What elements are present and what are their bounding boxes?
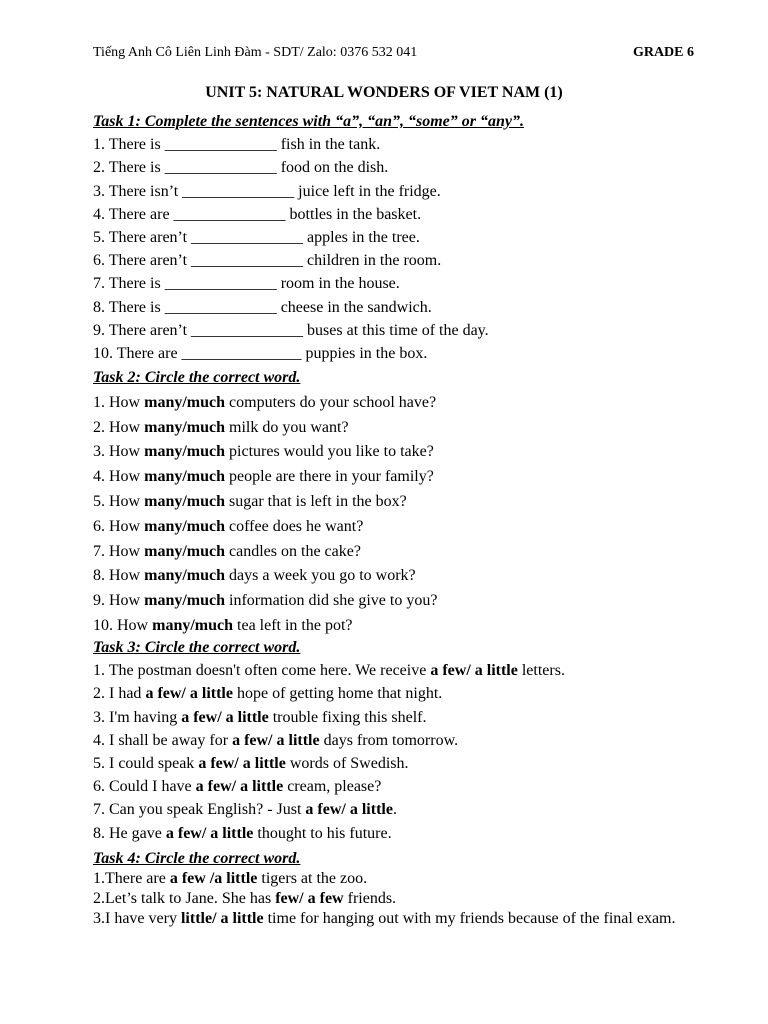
item-text: tigers at the zoo. [257, 870, 368, 887]
task-title: Task 3: Circle the correct word. [93, 639, 301, 656]
answer-choice[interactable]: a few/ a little [165, 824, 254, 842]
answer-choice[interactable]: a few/ a little [145, 685, 233, 703]
item-text: thought to his future. [253, 824, 392, 842]
header-teacher-contact: Tiếng Anh Cô Liên Linh Đàm - SDT/ Zalo: 0376 532 041 [93, 45, 418, 60]
item-text: 2. I had [93, 685, 146, 703]
item-text: coffee does he want? [225, 517, 364, 535]
answer-choice[interactable]: many/much [144, 468, 226, 486]
exercise-item [93, 682, 694, 705]
answer-choice[interactable]: a few/ a little [181, 708, 269, 726]
exercise-item [93, 822, 694, 845]
item-text: 5. How [93, 492, 145, 510]
item-text: 6. How [93, 517, 145, 535]
answer-choice[interactable]: many/much [144, 492, 226, 510]
exercise-item [93, 909, 694, 929]
answer-choice[interactable]: many/much [144, 542, 226, 560]
exercise-item [93, 272, 694, 295]
item-text: tea left in the pot? [233, 616, 353, 634]
exercise-item [93, 296, 694, 319]
answer-choice[interactable]: many/much [144, 443, 226, 461]
answer-choice[interactable]: many/much [144, 517, 226, 535]
answer-choice[interactable]: few/ a few [275, 890, 344, 907]
answer-choice[interactable]: a few/ a little [198, 755, 286, 773]
item-text: 5. There aren’t ______________ apples in the tree. [93, 229, 420, 247]
item-text: 4. I shall be away for [93, 731, 233, 749]
item-text: 1. How [93, 393, 145, 411]
item-text: information did she give to you? [225, 592, 438, 610]
item-text: 7. How [93, 542, 145, 560]
exercise-item [93, 391, 694, 416]
task-title: Task 2: Circle the correct word. [93, 369, 301, 386]
item-text: milk do you want? [225, 418, 349, 436]
item-text: 7. There is ______________ room in the house. [93, 275, 400, 293]
item-text: 9. How [93, 592, 145, 610]
exercise-item [93, 416, 694, 441]
header-grade: GRADE 6 [632, 45, 694, 60]
exercise-item [93, 515, 694, 540]
exercise-item [93, 440, 694, 465]
item-text: time for hanging out with my friends because of the final exam. [263, 910, 676, 927]
item-text: days from tomorrow. [319, 731, 459, 749]
item-text: 3. I'm having [93, 708, 182, 726]
answer-choice[interactable]: a few /a little [169, 870, 258, 887]
exercise-item [93, 180, 694, 203]
item-text: 1. The postman doesn't often come here. We receive [93, 662, 431, 680]
exercise-item [93, 465, 694, 490]
exercise-item [93, 249, 694, 272]
answer-choice[interactable]: a few/ a little [232, 731, 320, 749]
item-text: 3. There isn’t ______________ juice left in the fridge. [93, 182, 441, 200]
exercise-item [93, 706, 694, 729]
exercise-item [93, 752, 694, 775]
exercise-item [93, 540, 694, 565]
item-text: days a week you go to work? [225, 567, 416, 585]
answer-choice[interactable]: many/much [152, 616, 234, 634]
exercise-item [93, 775, 694, 798]
item-text: 9. There aren’t ______________ buses at this time of the day. [93, 321, 489, 339]
item-text: 1. There is ______________ fish in the tank. [93, 136, 381, 154]
task-2 [93, 366, 694, 639]
item-text: 2.Let’s talk to Jane. She has [93, 890, 276, 907]
answer-choice[interactable]: a few/ a little [430, 662, 518, 680]
item-text: pictures would you like to take? [225, 443, 434, 461]
item-text: cream, please? [283, 778, 382, 796]
item-text: 3. How [93, 443, 145, 461]
item-text: trouble fixing this shelf. [268, 708, 427, 726]
item-text: 2. How [93, 418, 145, 436]
item-text: letters. [517, 662, 565, 680]
exercise-item [93, 203, 694, 226]
answer-choice[interactable]: many/much [144, 393, 226, 411]
exercise-item [93, 156, 694, 179]
item-text: candles on the cake? [225, 542, 361, 560]
item-text: 10. How [93, 616, 153, 634]
item-text: words of Swedish. [285, 755, 409, 773]
answer-choice[interactable]: little/ a little [180, 910, 264, 927]
task-title: Task 4: Circle the correct word. [93, 850, 301, 867]
exercise-item [93, 798, 694, 821]
unit-title: UNIT 5: NATURAL WONDERS OF VIET NAM (1) [205, 84, 563, 101]
exercise-item [93, 564, 694, 589]
exercise-item [93, 133, 694, 156]
item-text: 4. There are ______________ bottles in the basket. [93, 205, 422, 223]
item-text: 4. How [93, 468, 145, 486]
item-text: 5. I could speak [93, 755, 199, 773]
exercise-item [93, 226, 694, 249]
item-text: 8. How [93, 567, 145, 585]
item-text: people are there in your family? [225, 468, 434, 486]
item-text: sugar that is left in the box? [225, 492, 407, 510]
item-text: computers do your school have? [225, 393, 437, 411]
exercise-item [93, 342, 694, 365]
item-text: 1.There are [93, 870, 170, 887]
item-text: 10. There are _______________ puppies in the box. [93, 345, 428, 363]
item-text: 8. There is ______________ cheese in the sandwich. [93, 298, 432, 316]
answer-choice[interactable]: many/much [144, 567, 226, 585]
exercise-item [93, 319, 694, 342]
exercise-item [93, 589, 694, 614]
exercise-item [93, 729, 694, 752]
answer-choice[interactable]: a few/ a little [195, 778, 284, 796]
answer-choice[interactable]: many/much [144, 418, 226, 436]
item-text: 7. Can you speak English? - Just [93, 801, 306, 819]
answer-choice[interactable]: a few/ a little [305, 801, 393, 819]
item-text: 8. He gave [93, 824, 166, 842]
item-text: friends. [343, 890, 397, 907]
exercise-item [93, 889, 694, 909]
task-title: Task 1: Complete the sentences with “a”, “an”, “some” or “any”. [93, 113, 524, 130]
item-text: 6. There aren’t ______________ children in the room. [93, 252, 442, 270]
task-1 [93, 110, 694, 365]
task-3 [93, 636, 694, 845]
item-text: . [392, 801, 397, 819]
task-4 [93, 849, 694, 929]
exercise-item [93, 490, 694, 515]
item-text: 6. Could I have [93, 778, 196, 796]
exercise-item [93, 869, 694, 889]
item-text: 2. There is ______________ food on the dish. [93, 159, 389, 177]
exercise-item [93, 659, 694, 682]
item-text: 3.I have very [93, 910, 181, 927]
item-text: hope of getting home that night. [232, 685, 443, 703]
answer-choice[interactable]: many/much [144, 592, 226, 610]
